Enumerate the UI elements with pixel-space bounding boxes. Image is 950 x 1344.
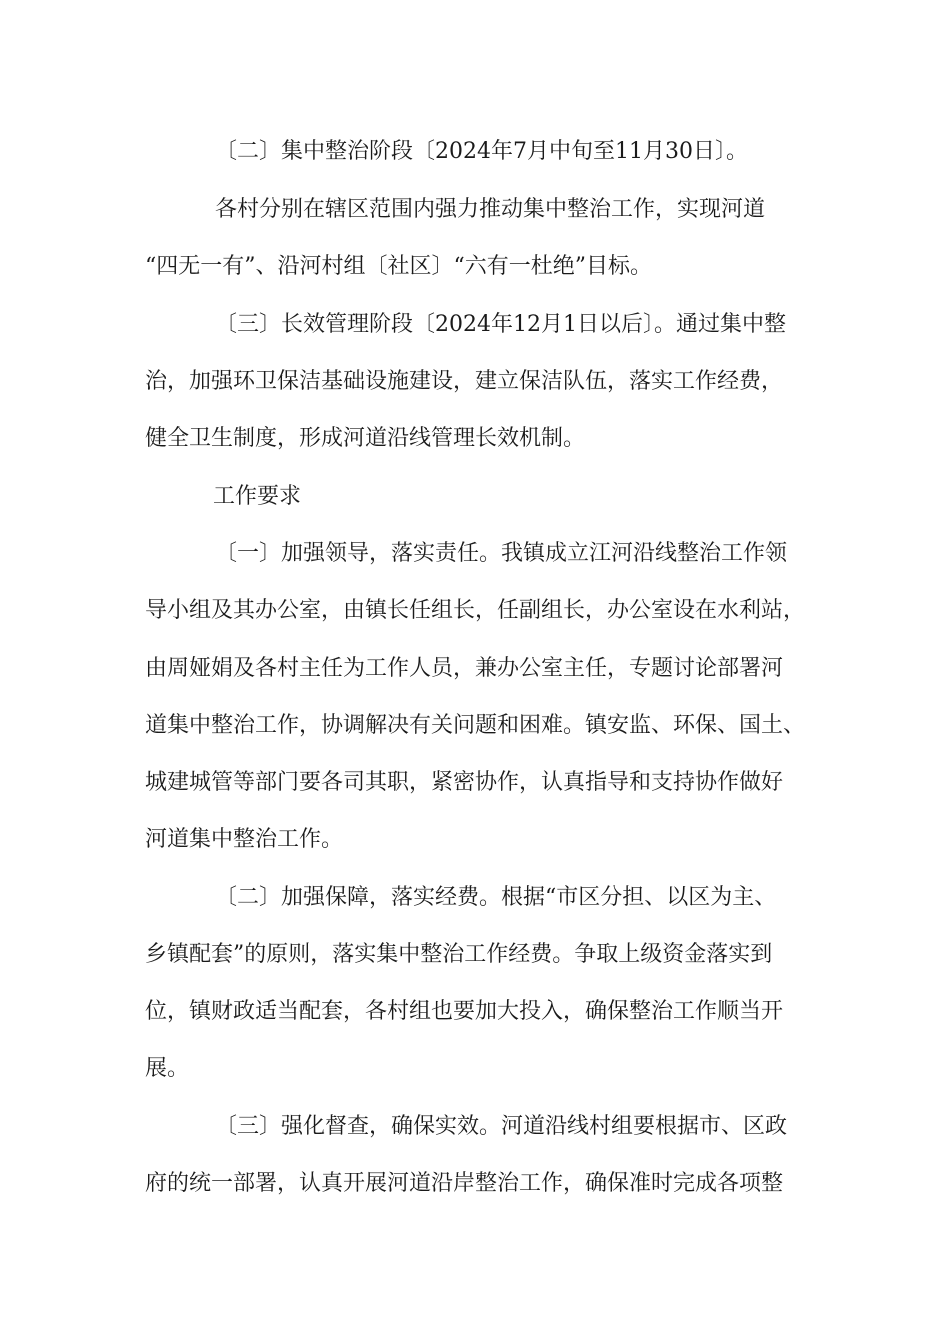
paragraph-line: 府的统一部署，认真开展河道沿岸整治工作，确保准时完成各项整	[145, 1171, 784, 1196]
paragraph-line: 治，加强环卫保洁基础设施建设，建立保洁队伍，落实工作经费，	[145, 369, 784, 394]
paragraph-line: 由周娅娟及各村主任为工作人员，兼办公室主任，专题讨论部署河	[145, 656, 784, 681]
paragraph-line: 城建城管等部门要各司其职，紧密协作，认真指导和支持协作做好	[145, 770, 784, 795]
paragraph-line: 河道集中整治工作。	[145, 827, 344, 852]
paragraph-line: 健全卫生制度，形成河道沿线管理长效机制。	[145, 426, 586, 451]
requirement-three-line: 〔三〕强化督查，确保实效。河道沿线村组要根据市、区政	[215, 1114, 788, 1139]
stage-two-heading: 〔二〕集中整治阶段〔2024年7月中旬至11月30日〕。	[215, 139, 748, 164]
paragraph-line: 乡镇配套”的原则，落实集中整治工作经费。争取上级资金落实到	[145, 942, 773, 967]
paragraph-line: 位，镇财政适当配套，各村组也要加大投入，确保整治工作顺当开	[145, 999, 784, 1024]
paragraph-line: 导小组及其办公室，由镇长任组长，任副组长，办公室设在水利站，	[145, 598, 806, 623]
section-heading: 工作要求	[213, 484, 302, 509]
paragraph-line: 展。	[145, 1056, 190, 1081]
requirement-one-line: 〔一〕加强领导，落实责任。我镇成立江河沿线整治工作领	[215, 541, 788, 566]
paragraph-line: 道集中整治工作，协调解决有关问题和困难。镇安监、环保、国土、	[145, 713, 806, 738]
paragraph-line: “四无一有”、沿河村组〔社区〕“六有一杜绝”目标。	[145, 254, 652, 279]
paragraph-line: 各村分别在辖区范围内强力推动集中整治工作，实现河道	[215, 197, 766, 222]
stage-three-heading: 〔三〕长效管理阶段〔2024年12月1日以后〕。通过集中整	[215, 312, 786, 337]
requirement-two-line: 〔二〕加强保障，落实经费。根据“市区分担、以区为主、	[215, 885, 777, 910]
